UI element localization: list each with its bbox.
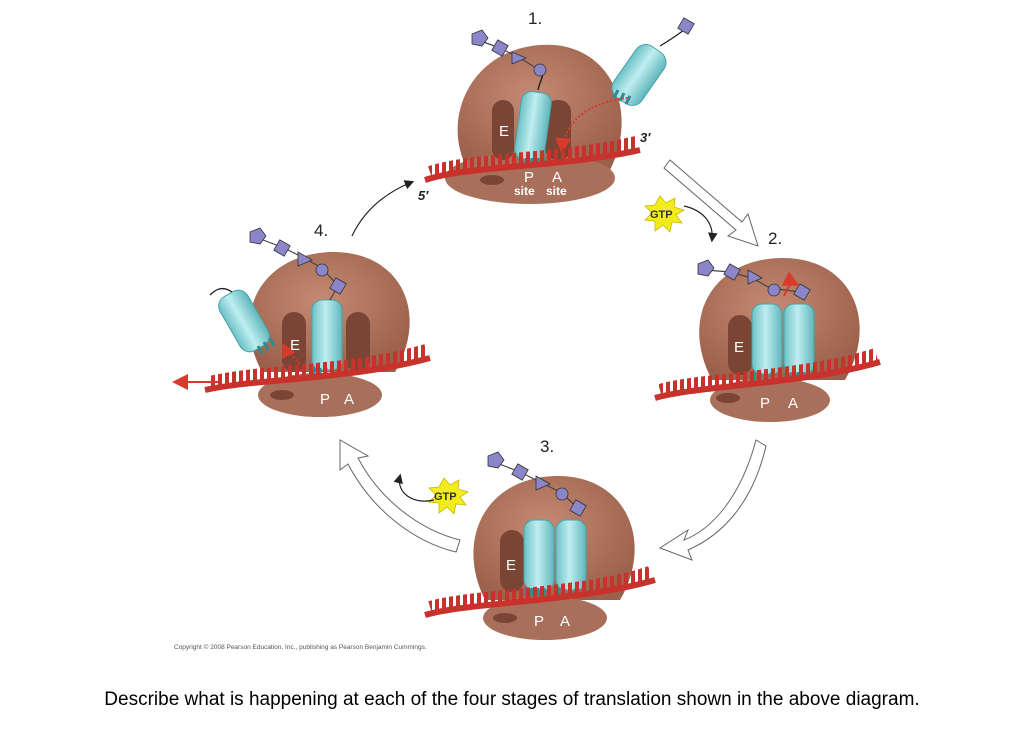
p-site-letter: P [760, 395, 771, 412]
p-site-letter: P [524, 169, 535, 186]
gtp-stage-3-4 [399, 476, 468, 514]
a-site-letter: A [344, 391, 355, 408]
e-site-label: E [734, 339, 745, 356]
a-site-letter: A [560, 613, 571, 630]
gtp-label: GTP [434, 491, 457, 503]
cycle-arrow-2-to-3 [660, 440, 766, 560]
trna-p-site [312, 300, 342, 370]
trna-p-site [752, 304, 782, 374]
e-site-label: E [506, 557, 517, 574]
stage-2 [655, 229, 880, 422]
p-site-letter: P [320, 391, 331, 408]
gtp-label: GTP [650, 209, 673, 221]
stage-1-number: 1. [528, 9, 543, 28]
stage-4 [176, 221, 430, 417]
stage-2-number: 2. [768, 229, 783, 248]
e-site-label: E [290, 337, 301, 354]
trna-a-site [556, 520, 586, 590]
a-site-letter: A [788, 395, 799, 412]
cycle-arrow-1-to-2 [664, 160, 758, 246]
p-site-letter: P [534, 613, 545, 630]
p-site-word: site [514, 184, 535, 198]
question-prompt: Describe what is happening at each of the four stages of translation shown in the above diagram. [104, 689, 920, 710]
e-site-label: E [499, 123, 510, 140]
trna-p-site [524, 520, 554, 590]
incoming-aminoacyl-trna [607, 18, 694, 110]
cycle-arrow-4-to-1 [352, 182, 412, 236]
five-prime-label: 5′ [418, 188, 429, 203]
gtp-stage-1-2 [645, 196, 712, 240]
stage-4-number: 4. [314, 221, 329, 240]
stage-1 [418, 9, 694, 204]
stage-3-number: 3. [540, 437, 555, 456]
copyright-notice: Copyright © 2008 Pearson Education, Inc., publishing as Pearson Benjamin Cummings. [174, 644, 427, 651]
a-site-word: site [546, 184, 567, 198]
a-site-letter: A [552, 169, 563, 186]
stage-3 [425, 437, 655, 640]
three-prime-label: 3′ [640, 130, 651, 145]
